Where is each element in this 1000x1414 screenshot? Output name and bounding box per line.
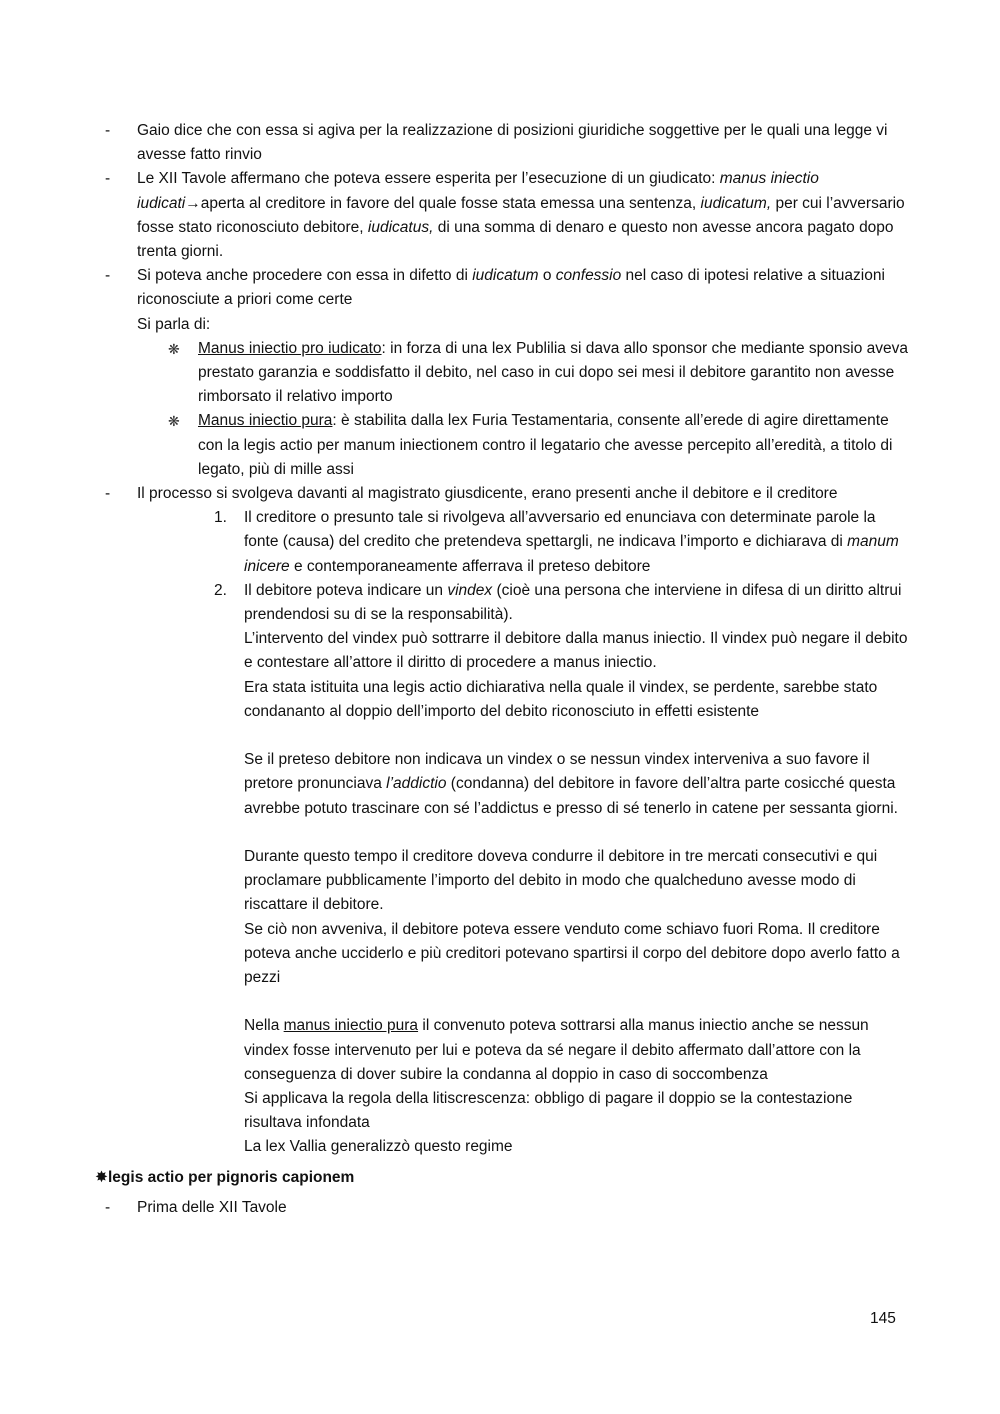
italic-term: manus iniectio iudicati xyxy=(137,170,819,212)
heading-text: legis actio per pignoris capionem xyxy=(108,1168,355,1186)
italic-term: confessio xyxy=(555,267,622,285)
star-bullet-icon: ❋ xyxy=(168,340,180,357)
item-text: Nella xyxy=(244,1017,284,1035)
numbered-item xyxy=(0,579,909,627)
italic-term: iudicatum, xyxy=(700,194,772,212)
item-text: Il creditore o presunto tale si rivolgeva all’avversario ed enunciava con determinate parole la fonte (causa) del credito che pretendeva spettargli, ne indicava l’importo e dichiarava di xyxy=(244,509,876,551)
numbered-item xyxy=(0,506,909,579)
italic-term: manum inicere xyxy=(244,533,899,575)
page-content xyxy=(0,119,1000,1220)
spacer xyxy=(0,821,1000,845)
item-text: Il debitore poteva indicare un xyxy=(244,581,448,599)
dash-bullet: - xyxy=(105,485,111,503)
paragraph: Si applicava la regola della litiscrescenza: obbligo di pagare il doppio se la contestazione risultava infondata xyxy=(244,1090,853,1132)
item-text: nel caso di ipotesi relative a situazioni riconosciute a priori come certe xyxy=(137,267,885,309)
dash-bullet: - xyxy=(105,267,111,285)
number-marker: 1. xyxy=(214,509,227,527)
list-item xyxy=(0,264,907,312)
item-text: il convenuto poteva sottrarsi alla manus iniectio anche se nessun vindex fosse intervenuto per lui e poteva da sé negare il debito affermato dall’attore con la conseguenza di dover subire la condanna al doppio in caso di soccombenza xyxy=(244,1017,869,1083)
sub-list-item xyxy=(0,409,908,482)
underlined-term: manus iniectio pura xyxy=(283,1017,419,1035)
italic-term: vindex xyxy=(447,581,493,599)
list-item xyxy=(0,119,907,167)
list-item xyxy=(0,482,907,506)
dash-bullet: - xyxy=(105,1198,111,1216)
item-text: (condanna) del debitore in favore dell’altra parte cosicché questa avrebbe potuto trascinare con sé l’addictus e presso di sé tenerlo in catene per sessanta giorni. xyxy=(244,775,898,817)
paragraph xyxy=(0,1014,909,1087)
item-text: e contemporaneamente afferrava il preteso debitore xyxy=(289,557,651,575)
paragraph: L’intervento del vindex può sottrarre il debitore dalla manus iniectio. Il vindex può negare il debito e contestare all’attore il diritto di procedere a manus iniectio. xyxy=(244,630,908,672)
italic-term: iudicatum xyxy=(472,267,539,285)
paragraph: La lex Vallia generalizzò questo regime xyxy=(244,1138,513,1156)
italic-term: iudicatus, xyxy=(367,218,434,236)
item-text: Prima delle XII Tavole xyxy=(137,1198,287,1216)
star-bullet-icon: ❋ xyxy=(168,413,180,430)
spacer xyxy=(0,724,1000,748)
item-text: Le XII Tavole affermano che poteva essere esperita per l’esecuzione di un giudicato: xyxy=(137,170,720,188)
dash-bullet: - xyxy=(105,122,111,139)
item-text: o xyxy=(538,267,556,285)
section-heading xyxy=(0,1166,1000,1190)
paragraph: Era stata istituita una legis actio dichiarativa nella quale il vindex, se perdente, sarebbe stato condananto al doppio dell’importo del debito riconosciuto in effetti esistente xyxy=(244,678,878,720)
item-text: Il processo si svolgeva davanti al magistrato giusdicente, erano presenti anche il debitore e il creditore xyxy=(137,485,838,503)
item-text: per cui l’avversario fosse stato riconosciuto debitore, xyxy=(137,194,905,236)
item-text: aperta al creditore in favore del quale fosse stata emessa una sentenza, xyxy=(200,194,701,212)
underlined-term: Manus iniectio pro iudicato xyxy=(198,339,382,357)
page-number: 145 xyxy=(870,1310,896,1327)
arrow-icon: → xyxy=(185,194,201,212)
list-item xyxy=(0,1196,907,1220)
item-text: Gaio dice che con essa si agiva per la realizzazione di posizioni giuridiche soggettive per le quali una legge vi avesse fatto rinvio xyxy=(137,122,888,164)
item-text: Se il preteso debitore non indicava un vindex o se nessun vindex interveniva a suo favore il pretore pronunciava xyxy=(244,751,870,793)
paragraph: Durante questo tempo il creditore doveva condurre il debitore in tre mercati consecutivi e qui proclamare pubblicamente l’importo del debito in modo che qualcheduno avesse modo di riscattare il debitore. xyxy=(244,848,878,914)
list-item xyxy=(0,167,907,264)
italic-term: l’addictio xyxy=(386,775,447,793)
paragraph: Se ciò non avveniva, il debitore poteva essere venduto come schiavo fuori Roma. Il creditore poteva anche ucciderlo e più creditori potevano spartirsi il corpo del debitore dopo averlo fatto a pezzi xyxy=(244,920,900,987)
underlined-term: Manus iniectio pura xyxy=(198,412,333,430)
paragraph xyxy=(0,748,909,821)
spacer xyxy=(0,990,1000,1014)
item-text: : è stabilita dalla lex Furia Testamentaria, consente all’erede di agire direttamente con la legis actio per manum iniectionem contro il legatario che avesse percepito all’eredità, a titolo di legato, più di mille assi xyxy=(198,412,893,478)
item-text: : in forza di una lex Publilia si dava allo sponsor che mediante sponsio aveva prestato garanzia e soddisfatto il debito, nel caso in cui dopo sei mesi il debitore garantito non avesse rimborsato il relativo importo xyxy=(198,339,908,406)
item-text: (cioè una persona che interviene in difesa di un diritto altrui prendendosi su di se la responsabilità). xyxy=(244,581,902,624)
star-heading-icon: ✸ xyxy=(95,1168,108,1186)
sub-list-item xyxy=(0,337,908,410)
item-text: di una somma di denaro e questo non avesse ancora pagato dopo trenta giorni. xyxy=(137,218,894,261)
item-text: Si poteva anche procedere con essa in difetto di xyxy=(137,267,473,285)
si-parla-text: Si parla di: xyxy=(137,315,211,333)
number-marker: 2. xyxy=(214,581,227,599)
dash-bullet: - xyxy=(105,170,111,188)
